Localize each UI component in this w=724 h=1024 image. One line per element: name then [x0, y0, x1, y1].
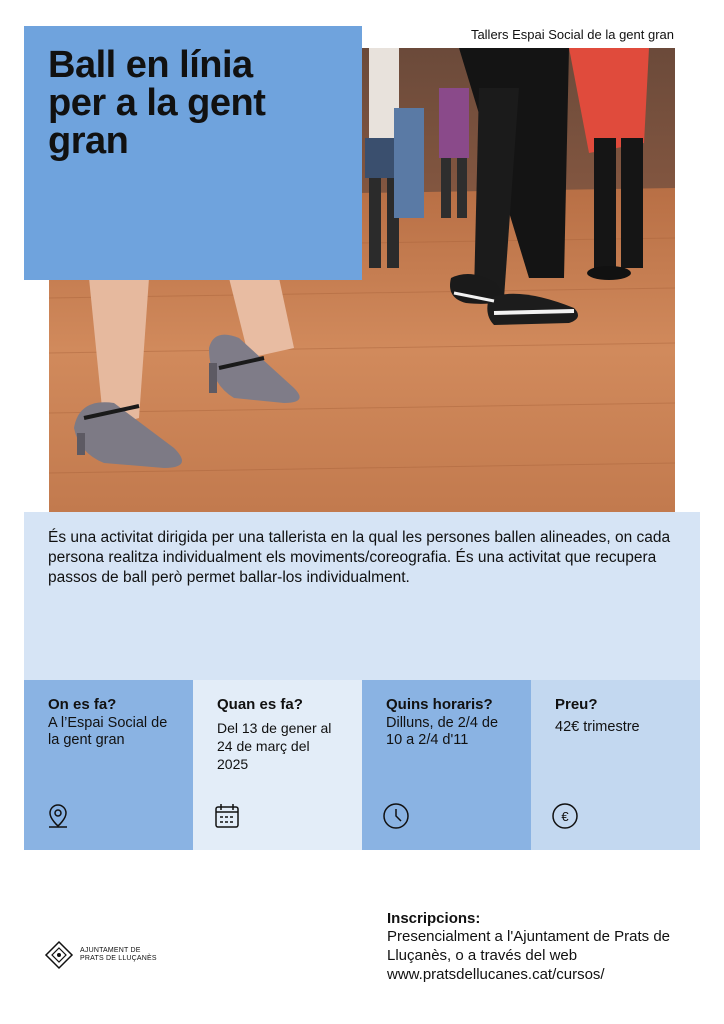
location-pin-icon: [44, 802, 72, 830]
page-title: [48, 46, 338, 160]
schedule-value: Dilluns, de 2/4 de 10 a 2/4 d'11: [386, 715, 499, 749]
title-line-1: Ball en línia: [48, 44, 253, 86]
info-price: [531, 680, 700, 850]
where-value: A l’Espai Social de la gent gran: [48, 715, 168, 749]
info-schedule: [362, 680, 531, 850]
title-block: [24, 26, 362, 280]
crest-icon: [44, 940, 74, 970]
title-line-2: per a la gent: [48, 82, 266, 124]
logo-line-1: AJUNTAMENT DE: [80, 946, 141, 954]
registration-block: [387, 910, 697, 984]
description-text: És una activitat dirigida per una tallerista en la qual les persones ballen alineades, on cada persona realitza individualment els moviments/coreografia. És una activitat que recupera passos de ball però permet ballar-los individualment.: [48, 529, 671, 587]
town-hall-logo: [44, 940, 157, 970]
logo-text: [80, 947, 157, 963]
svg-text:€: €: [561, 809, 569, 824]
title-line-3: gran: [48, 120, 129, 162]
header-text: Tallers Espai Social de la gent gran: [470, 27, 674, 42]
clock-icon: [382, 802, 410, 830]
when-value: Del 13 de gener al 24 de març del 2025: [217, 720, 332, 773]
registration-text: Presencialment a l'Ajuntament de Prats de Lluçanès, o a través del web www.pratsdellucanes.cat/cursos/: [387, 928, 671, 983]
info-row: [24, 680, 700, 850]
info-where: [24, 680, 193, 850]
calendar-icon: [213, 802, 241, 830]
registration-heading: Inscripcions:: [387, 910, 481, 927]
description-block: [24, 512, 700, 680]
info-when: [193, 680, 362, 850]
logo-line-2: PRATS DE LLUÇANÈS: [80, 955, 157, 962]
when-heading: Quan es fa?: [217, 696, 303, 713]
price-heading: Preu?: [555, 696, 598, 713]
where-heading: On es fa?: [48, 696, 117, 713]
euro-icon: [551, 802, 579, 830]
price-value: 42€ trimestre: [555, 719, 640, 735]
schedule-heading: Quins horaris?: [386, 696, 493, 713]
